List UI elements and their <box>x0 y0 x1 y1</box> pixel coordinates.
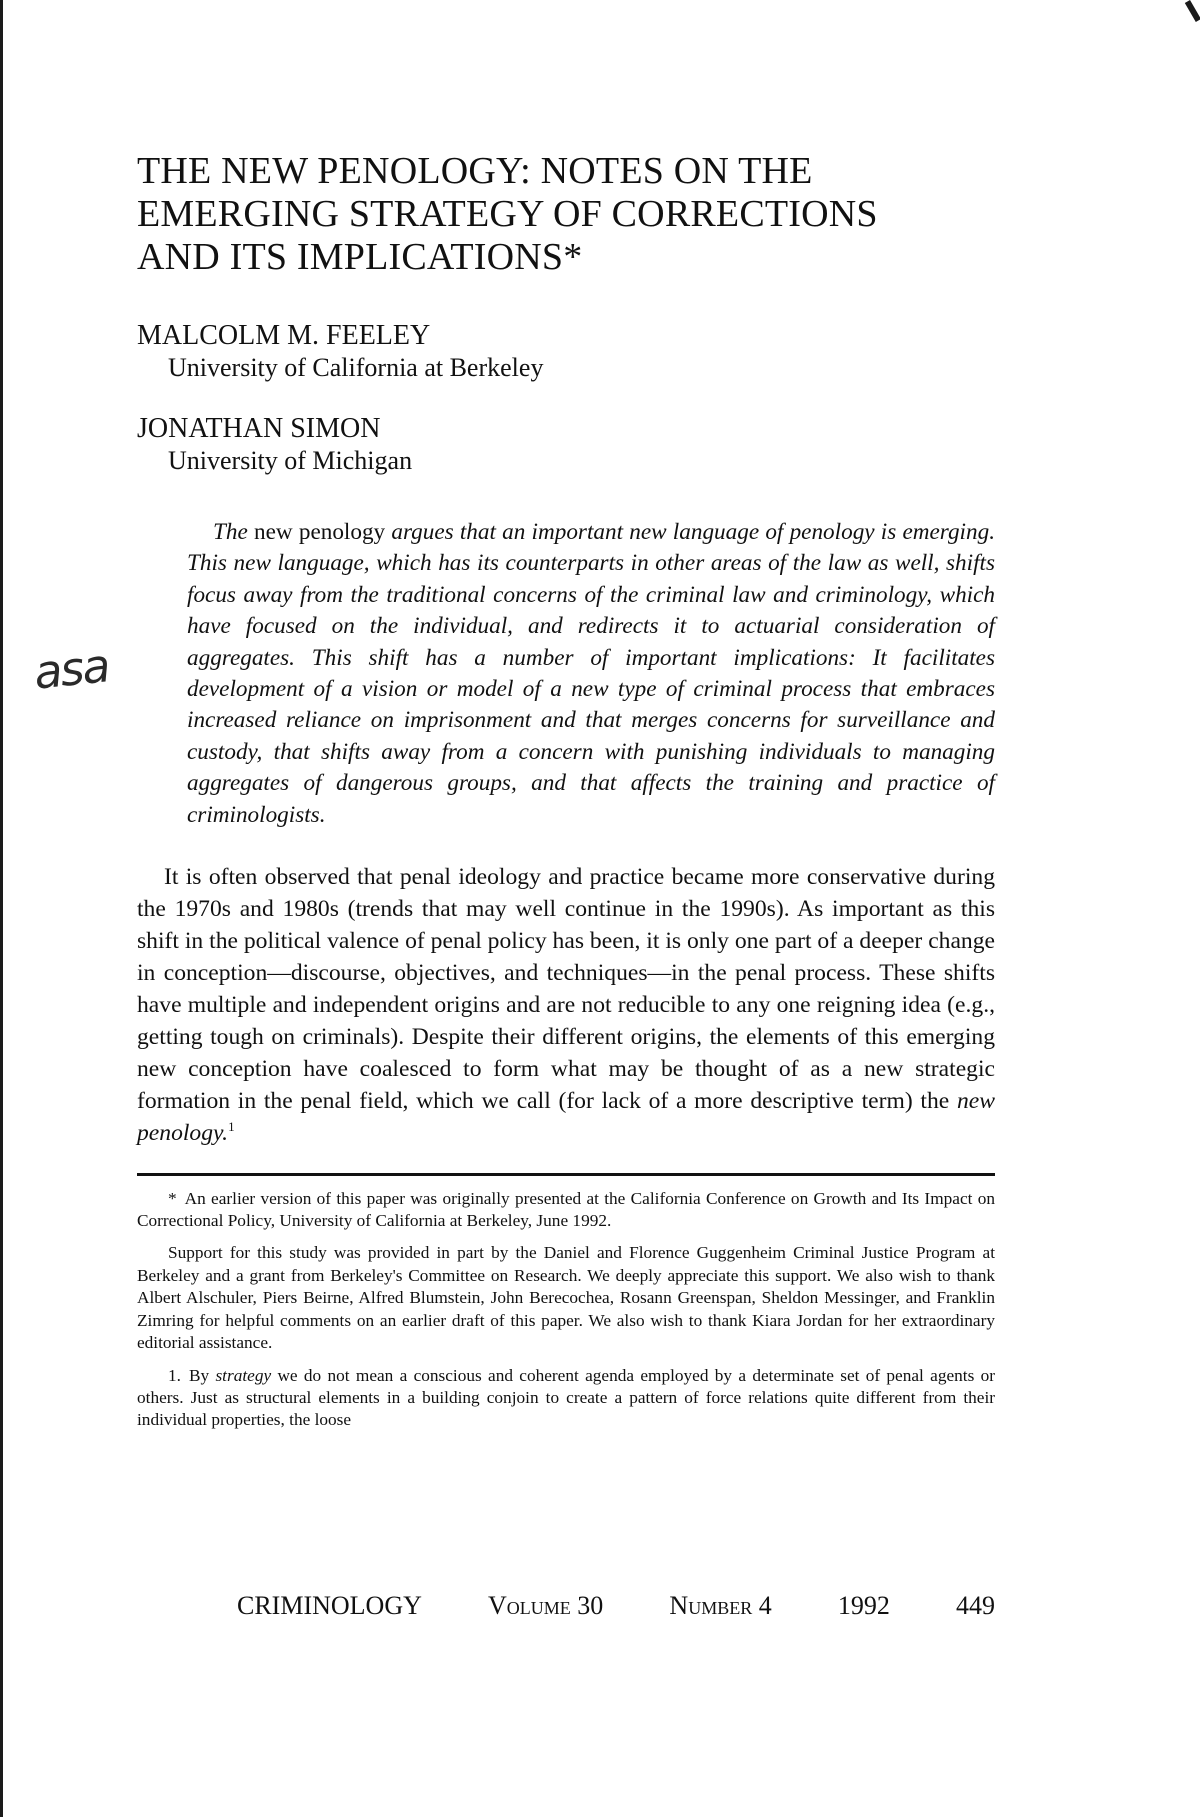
abstract <box>187 517 995 831</box>
author-block-1 <box>137 319 995 384</box>
footnote-rule <box>137 1173 995 1176</box>
footer-journal: CRIMINOLOGY <box>237 1591 422 1620</box>
author-affiliation: University of Michigan <box>168 446 413 475</box>
article-title: THE NEW PENOLOGY: NOTES ON THE EMERGING STRATEGY OF CORRECTIONS AND ITS IMPLICATIONS* <box>137 150 878 278</box>
footnote-ref: 1 <box>228 1119 235 1135</box>
footer-year: 1992 <box>837 1591 890 1620</box>
footnote-star <box>137 1188 995 1233</box>
footer-volume: Volume 30 <box>488 1591 604 1620</box>
footnote-star-text: An earlier version of this paper was originally presented at the California Conference on Growth and Its Impact on Correctional Policy, University of California at Berkeley, June 1992. <box>137 1188 995 1231</box>
footnote-1-emphasis: strategy <box>215 1365 272 1385</box>
footer-page-number: 449 <box>955 1591 995 1620</box>
footnote-1-number: 1. <box>168 1365 181 1385</box>
footer-number: Number 4 <box>669 1591 772 1620</box>
author-affiliation: University of California at Berkeley <box>168 353 544 382</box>
scan-left-edge <box>0 0 3 1817</box>
footnote-support <box>137 1242 995 1354</box>
author-block-2 <box>137 412 995 477</box>
scan-corner-mark <box>1185 0 1200 22</box>
abstract-lead-word: The <box>213 519 248 545</box>
footnote-1-text: we do not mean a conscious and coherent agenda employed by a determinate set of penal agents or others. Just as structural elements in a building conjoin to create a pattern of force relations quite different from their individual properties, the loose <box>137 1365 995 1430</box>
author-name: JONATHAN SIMON <box>137 413 381 444</box>
running-footer <box>237 1590 995 1622</box>
abstract-text: argues that an important new language of penology is emerging. This new language, which has its counterparts in other areas of the law as well, shifts focus away from the traditional concerns of the criminal law and criminology, which have focused on the individual, and redirects it to actuarial consideration of aggregates. This shift has a number of important implications: It facilitates development of a vision or model of a new type of criminal process that embraces increased reliance on imprisonment and that merges concerns for surveillance and custody, that shifts away from a concern with punishing individuals to managing aggregates of dangerous groups, and that affects the training and practice of criminologists. <box>187 519 995 828</box>
abstract-lead-term: new penology <box>247 519 392 545</box>
body-emphasis: new penology. <box>137 1088 995 1147</box>
footnote-support-text: Support for this study was provided in part by the Daniel and Florence Guggenheim Criminal Justice Program at Berkeley and a grant from Berkeley's Committee on Research. We deeply appreciate this support. We also wish to thank Albert Alschuler, Piers Beirne, Alfred Blumstein, John Berecochea, Rosann Greenspan, Sheldon Messinger, and Franklin Zimring for helpful comments on an earlier draft of this paper. We also wish to thank Kiara Jordan for her extraordinary editorial assistance. <box>137 1243 995 1353</box>
footnote-star-marker: * <box>168 1188 177 1208</box>
footnote-1 <box>137 1365 995 1432</box>
footnote-1-lead: By <box>188 1365 216 1385</box>
handwritten-margin-note: asa <box>31 638 111 700</box>
body-text: It is often observed that penal ideology and practice became more conservative during the 1970s and 1980s (trends that may well continue in the 1990s). As important as this shift in the political valence of penal policy has been, it is only one part of a deeper change in conception—discourse, objectives, and techniques—in the penal process. These shifts have multiple and independent origins and are not reducible to any one reigning idea (e.g., getting tough on criminals). Despite their different origins, the elements of this emerging new conception have coalesced to form what may be thought of as a new strategic formation in the penal field, which we call (for lack of a more descriptive term) the <box>137 864 995 1115</box>
article-page <box>137 150 995 1442</box>
author-name: MALCOLM M. FEELEY <box>137 320 431 351</box>
body-paragraph <box>137 861 995 1149</box>
footnotes <box>137 1188 995 1432</box>
